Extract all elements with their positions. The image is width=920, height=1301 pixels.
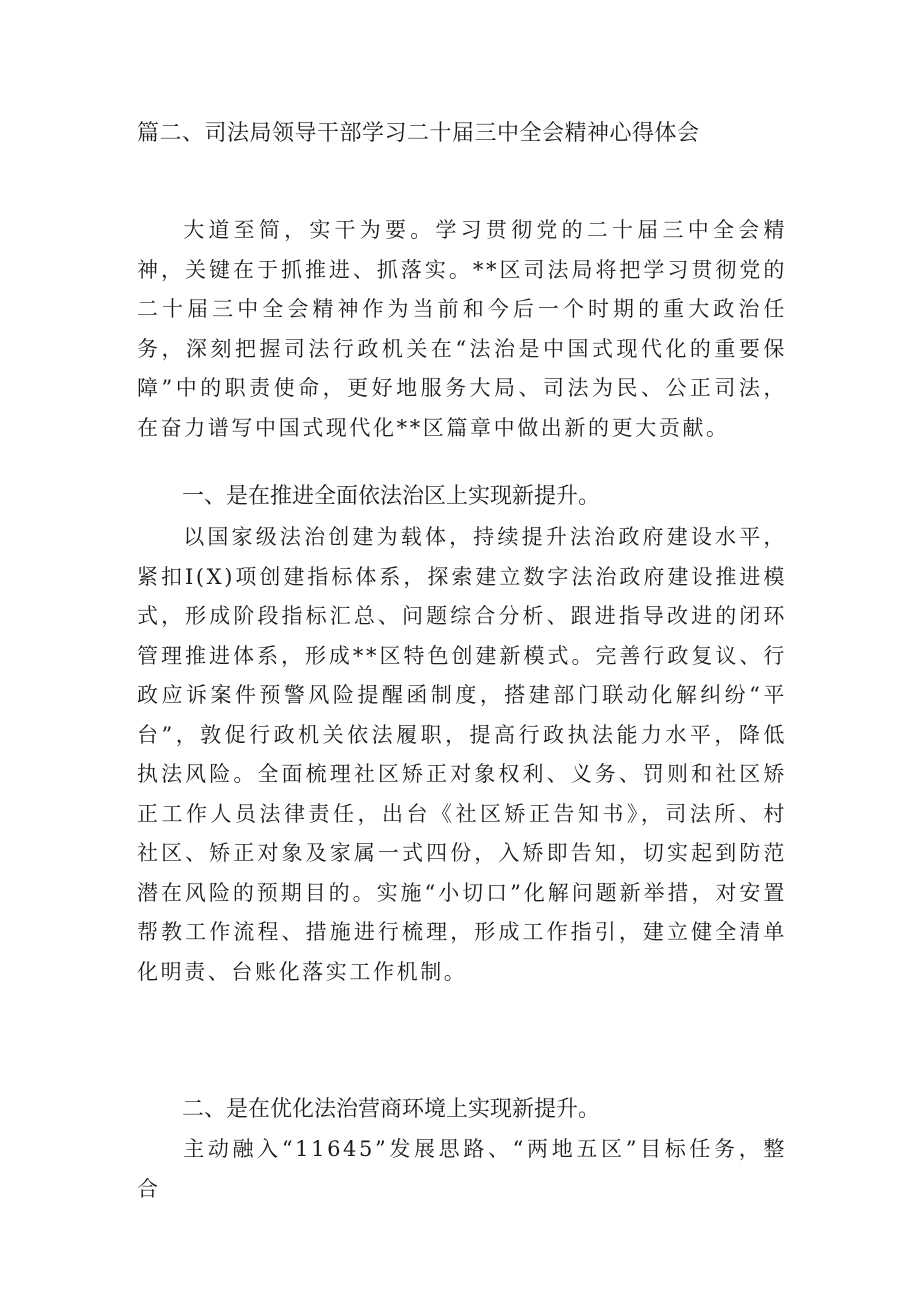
section-2-heading: 二、是在优化法治营商环境上实现新提升。 — [182, 1097, 601, 1122]
intro-paragraph: 大道至简，实干为要。学习贯彻党的二十届三中全会精神，关键在于抓推进、抓落实。**区司法局将把学习贯彻党的二十届三中全会精神作为当前和今后一个时期的重大政治任务，深刻把握司法行政机关在“法治是中国式现代化的重要保障”中的职责使命，更好地服务大局、司法为民、公正司法，在奋力谱写中国式现代化**区篇章中做出新的更大贡献。 — [137, 218, 787, 440]
section-2-body: 主动融入“11645”发展思路、“两地五区”目标任务，整合 — [137, 1137, 787, 1201]
document-title: 篇二、司法局领导干部学习二十届三中全会精神心得体会 — [137, 121, 700, 146]
section-1-heading: 一、是在推进全面依法治区上实现新提升。 — [182, 484, 601, 509]
section-1-body: 以国家级法治创建为载体，持续提升法治政府建设水平，紧扣I(X)项创建指标体系，探索建立数字法治政府建设推进模式，形成阶段指标汇总、问题综合分析、跟进指导改进的闭环管理推进体系，形成**区特色创建新模式。完善行政复议、行政应诉案件预警风险提醒函制度，搭建部门联动化解纠纷“平台”，敦促行政机关依法履职，提高行政执法能力水平，降低执法风险。全面梳理社区矫正对象权利、义务、罚则和社区矫正工作人员法律责任，出台《社区矫正告知书》，司法所、村社区、矫正对象及家属一式四份，入矫即告知，切实起到防范潜在风险的预期目的。实施“小切口”化解问题新举措，对安置帮教工作流程、措施进行梳理，形成工作指引，建立健全清单化明责、台账化落实工作机制。 — [137, 525, 787, 984]
